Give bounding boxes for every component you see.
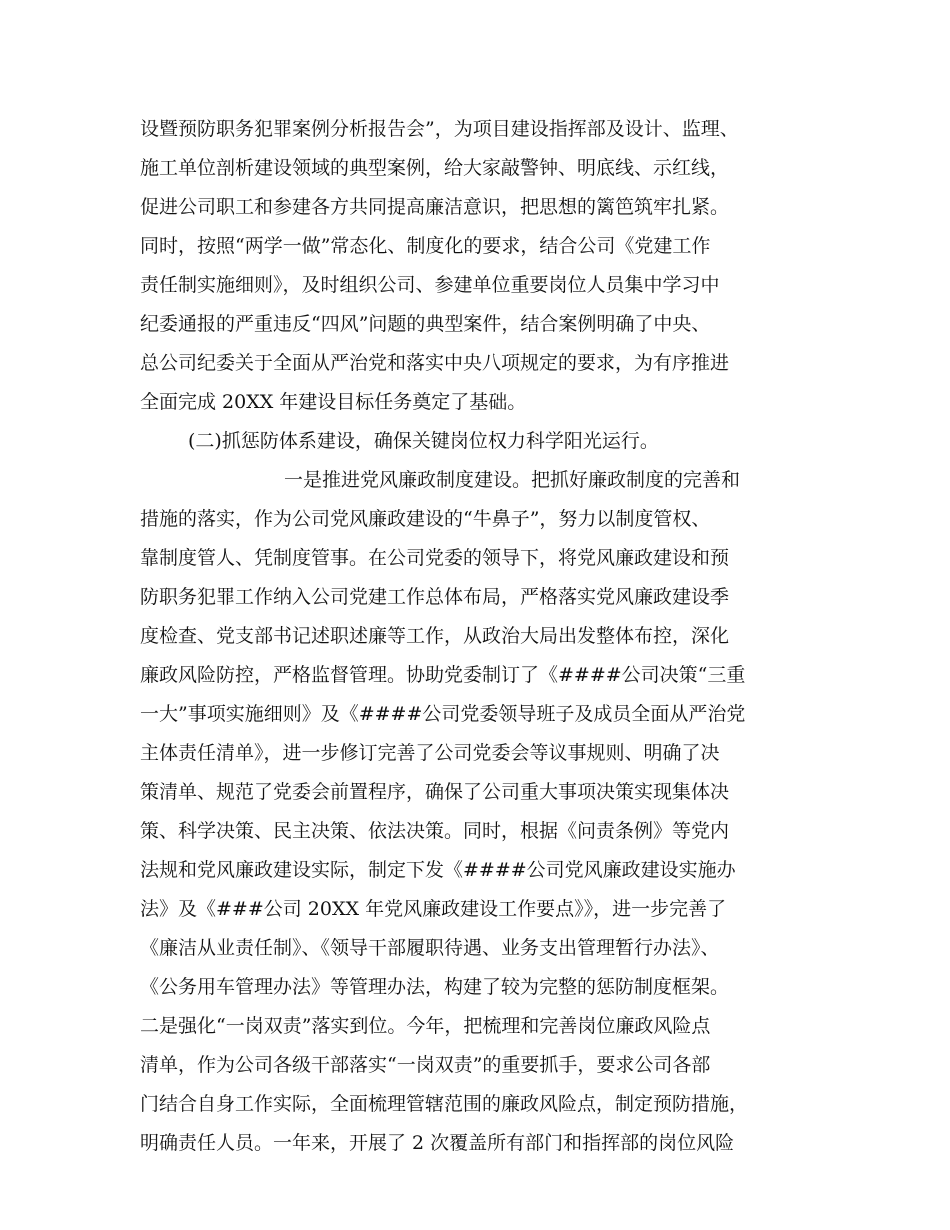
text-line: 促进公司职工和参建各方共同提高廉洁意识，把思想的篱笆筑牢扎紧。 — [140, 196, 730, 218]
text-line: 同时，按照“两学一做”常态化、制度化的要求，结合公司《党建工作 — [140, 235, 711, 257]
text-line: 防职务犯罪工作纳入公司党建工作总体布局，严格落实党风廉政建设季 — [140, 586, 730, 608]
section-heading: (二)抓惩防体系建设，确保关键岗位权力科学阳光运行。 — [188, 430, 659, 452]
text-line: 明确责任人员。一年来，开展了 2 次覆盖所有部门和指挥部的岗位风险 — [140, 1132, 735, 1154]
text-line: 总公司纪委关于全面从严治党和落实中央八项规定的要求，为有序推进 — [140, 352, 730, 374]
body-text — [140, 110, 840, 1163]
text-line: 清单，作为公司各级干部落实“一岗双责”的重要抓手，要求公司各部 — [140, 1054, 711, 1076]
text-line: 设暨预防职务犯罪案例分析报告会”，为项目建设指挥部及设计、监理、 — [140, 118, 739, 140]
text-line: 度检查、党支部书记述职述廉等工作，从政治大局出发整体布控，深化 — [140, 625, 730, 647]
text-line: 策、科学决策、民主决策、依法决策。同时，根据《问责条例》等党内 — [140, 820, 730, 842]
text-line: 法》及《###公司 20XX 年党风廉政建设工作要点》》，进一步完善了 — [140, 898, 727, 920]
text-line: 施工单位剖析建设领域的典型案例，给大家敲警钟、明底线、示红线， — [140, 157, 730, 179]
text-line: 廉政风险防控，严格监督管理。协助党委制订了《####公司决策“三重 — [140, 664, 746, 686]
text-line: 一大”事项实施细则》及《####公司党委领导班子及成员全面从严治党 — [140, 703, 746, 725]
text-line: 靠制度管人、凭制度管事。在公司党委的领导下，将党风廉政建设和预 — [140, 547, 730, 569]
text-line: 全面完成 20XX 年建设目标任务奠定了基础。 — [140, 391, 527, 413]
text-line: 措施的落实，作为公司党风廉政建设的“牛鼻子”，努力以制度管权、 — [140, 508, 711, 530]
text-line: 法规和党风廉政建设实际，制定下发《####公司党风廉政建设实施办 — [140, 859, 736, 881]
text-line: 责任制实施细则》，及时组织公司、参建单位重要岗位人员集中学习中 — [140, 274, 720, 296]
item-heading-line: 一是推进党风廉政制度建设。把抓好廉政制度的完善和 — [284, 469, 741, 491]
text-line: 《廉洁从业责任制》、《领导干部履职待遇、业务支出管理暂行办法》、 — [140, 937, 720, 959]
text-line: 门结合自身工作实际，全面梳理管辖范围的廉政风险点，制定预防措施， — [140, 1093, 749, 1115]
text-line: 策清单、规范了党委会前置程序，确保了公司重大事项决策实现集体决 — [140, 781, 730, 803]
text-line: 纪委通报的严重违反“四风”问题的典型案件，结合案例明确了中央、 — [140, 313, 711, 335]
text-line: 二是强化“一岗双责”落实到位。今年，把梳理和完善岗位廉政风险点 — [140, 1015, 711, 1037]
text-line: 主体责任清单》，进一步修订完善了公司党委会等议事规则、明确了决 — [140, 742, 720, 764]
text-line: 《公务用车管理办法》等管理办法，构建了较为完整的惩防制度框架。 — [140, 976, 730, 998]
